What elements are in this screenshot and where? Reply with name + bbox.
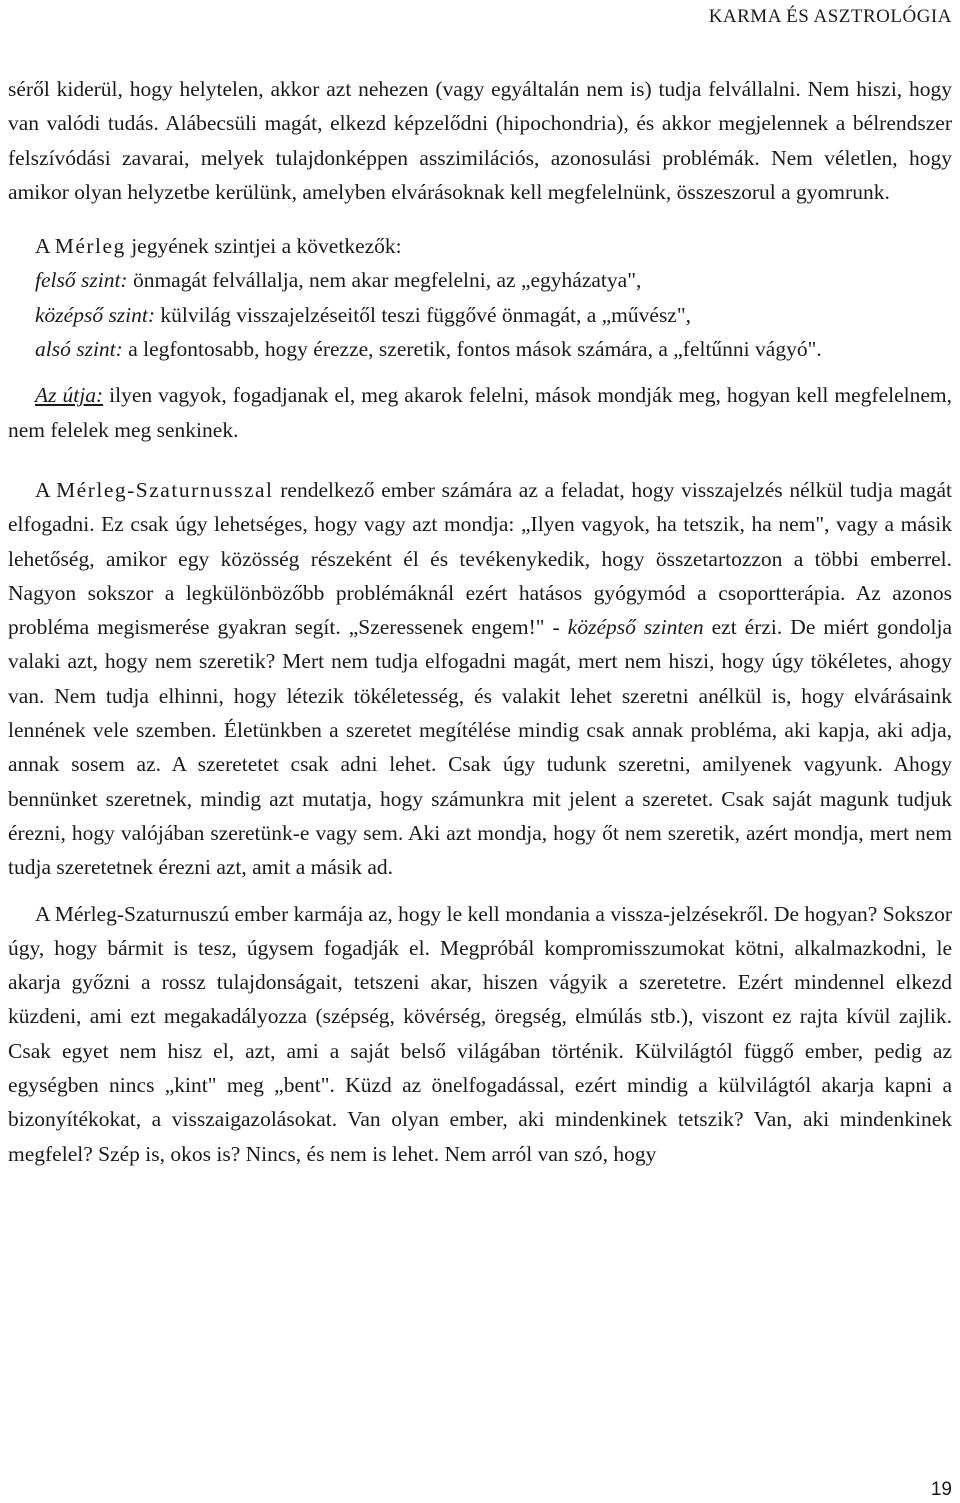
running-header: KARMA ÉS ASZTROLÓGIA [708,6,952,27]
term-merleg: Mérleg [54,234,126,259]
paragraph-saturn: A Mérleg-Szaturnusszal rendelkező ember számára az a feladat, hogy visszajelzés nélkül tudja magát elfogadni. Ez csak úgy lehetséges, hogy vagy azt mondja: „Ilyen vagyok, ha tetszik, ha nem", vagy a másik lehetőség, amikor egy közösség részeként él és tevékenykedik, hogy összetartozzon a többi emberrel. Nagyon sokszor a legkülönbözőbb problémáknál ezért hatásos gyógymód a csoportterápia. Az azonos probléma megismerése gyakran segít. „Szeressenek engem!" - középső szinten ezt érzi. De miért gondolja valaki azt, hogy nem szeretik? Mert nem tudja elfogadni magát, mert nem hiszi, hogy úgy tökéletes, ahogy van. Nem tudja elhinni, hogy létezik tökéletesség, és valakit lehet szeretni anélkül is, hogy elvárásaink lennének vele szemben. Életünkben a szeretet megítélése mindig csak annak probléma, aki kapja, aki adja, annak sosem az. A szeretetet csak adni lehet. Csak úgy tudunk szeretni, amilyenek vagyunk. Ahogy bennünket szeretnek, mindig azt mutatja, hogy számunkra mit jelent a szeretet. Csak saját magunk tudjuk érezni, hogy valójában szeretünk-e vagy sem. Aki azt mondja, hogy őt nem szeretik, azért mondja, mert nem tudja szeretetnek érezni azt, amit a másik ad. [8,477,952,880]
paragraph-2: A Mérleg jegyének szintjei a következők: [35,234,402,259]
level-label: felső szint: [35,268,128,293]
paragraph-1: séről kiderül, hogy helytelen, akkor azt nehezen (vagy egyáltalán nem is) tudja felvállalni. Nem hiszi, hogy van valódi tudás. Alábecsüli magát, elkezd képzelődni (hipochondria), és akkor megjelennek a bélrendszer felszívódási zavarai, melyek tulajdonképpen asszimilációs, azonosulási problémák. Nem véletlen, hogy amikor olyan helyzetbe kerülünk, amelyben elvárásoknak kell megfelelnünk, összeszorul a gyomrunk. [8,77,952,204]
level-label: alsó szint: [35,337,123,362]
page-number: 19 [930,1479,952,1500]
path-label: Az útja: [35,383,104,408]
paragraph-karma: A Mérleg-Szaturnuszú ember karmája az, hogy le kell mondania a vissza-jelzésekről. De hogyan? Sokszor úgy, hogy bármit is tesz, úgysem fogadják el. Megpróbál kompromisszumokat kötni, alkalmazkodni, le akarja győzni a rossz tulajdonságait, tetszeni akar, hiszen vágyik a szeretetre. Ezért mindennel elkezd küzdeni, ami ezt megakadályozza (szépség, kövérség, öregség, elmúlás stb.), viszont ez rajta kívül zajlik. Csak egyet nem hisz el, azt, ami a saját belső világában történik. Külvilágtól függő ember, pedig az egységben nincs „kint" meg „bent". Küzd az önelfogadással, ezért mindig a külvilágtól akarja kapni a bizonyítékokat, a visszaigazolásokat. Van olyan ember, aki mindenkinek tetszik? Van, aki mindenkinek megfelel? Szép is, okos is? Nincs, és nem is lehet. Nem arról van szó, hogy [8,901,952,1166]
path-paragraph: Az útja: ilyen vagyok, fogadjanak el, meg akarok felelni, mások mondják meg, hogyan kell megfelelnem, nem felelek meg senkinek. [8,383,952,442]
level-middle: középső szint: külvilág visszajelzéseitől teszi függővé önmagát, a „művész", [35,302,692,327]
page-body [8,72,952,1171]
term-merleg-szaturnusz: Mérleg-Szaturnusszal [56,477,274,502]
level-upper: felső szint: önmagát felvállalja, nem akar megfelelni, az „egyházatya", [35,268,642,293]
level-label: középső szint: [35,302,156,327]
level-lower: alsó szint: a legfontosabb, hogy érezze, szeretik, fontos mások számára, a „feltűnni vágyó". [35,337,822,362]
